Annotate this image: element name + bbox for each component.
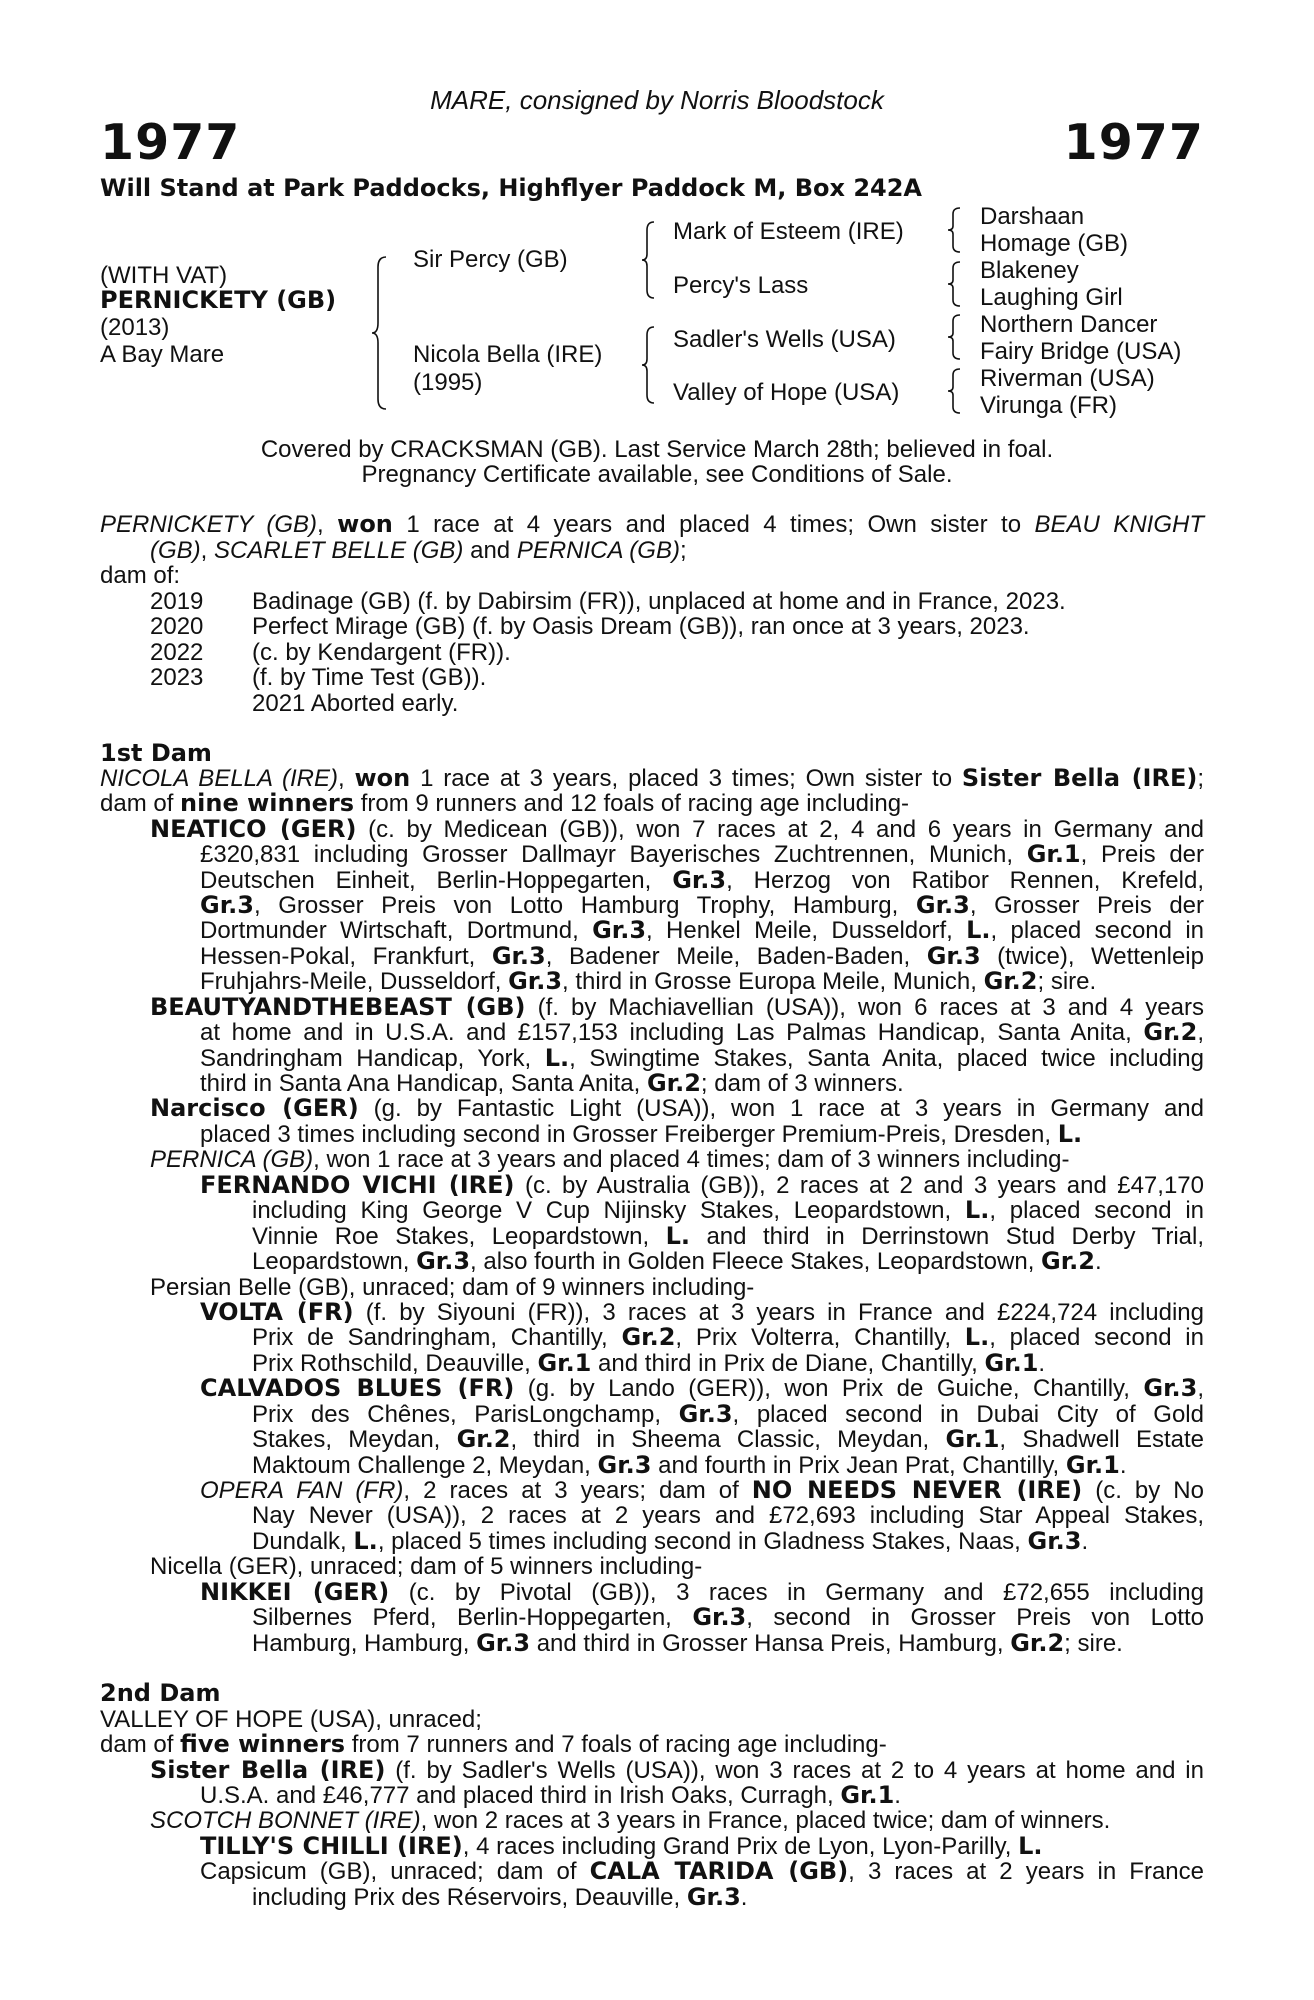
progeny-line: PERNICA (GB), won 1 race at 3 years and placed 4 times; dam of 3 winners including- [150,1146,1070,1173]
progeny-line: Hamburg, Hamburg, Gr.3 and third in Grosser Hansa Preis, Hamburg, Gr.2; sire. [252,1629,1123,1657]
progeny-line: NIKKEI (GER) (c. by Pivotal (GB)), 3 races in Germany and £72,655 including [200,1578,1204,1606]
progeny-line: Nicella (GER), unraced; dam of 5 winners including- [150,1553,703,1580]
progeny-line: including King George V Cup Nijinsky Stakes, Leopardstown, L., placed second in [252,1196,1204,1224]
progeny-line: third in Santa Ana Handicap, Santa Anita, Gr.2; dam of 3 winners. [200,1069,904,1097]
dam-dam: Valley of Hope (USA) [673,379,900,406]
g3-northern-dancer: Northern Dancer [980,311,1158,338]
produce-text: 2021 Aborted early. [252,690,459,717]
first-dam-line: NICOLA BELLA (IRE), won 1 race at 3 years, placed 3 times; Own sister to Sister Bella (IRE); [100,764,1204,792]
sire-name: Sir Percy (GB) [413,246,568,273]
progeny-line: Prix de Sandringham, Chantilly, Gr.2, Prix Volterra, Chantilly, L., placed second in [252,1323,1204,1351]
progeny-line: Hessen-Pokal, Frankfurt, Gr.3, Badener Meile, Baden-Baden, Gr.3 (twice), Wettenleip [200,942,1204,970]
progeny-line: Dundalk, L., placed 5 times including second in Gladness Stakes, Naas, Gr.3. [252,1527,1089,1555]
produce-year: 2019 [150,588,204,615]
mare-record: PERNICKETY (GB), won 1 race at 4 years and placed 4 times; Own sister to BEAU KNIGHT [100,510,1204,538]
lot-number-left: 1977 [100,114,241,171]
pedigree-brace-main [370,255,390,411]
progeny-line: Fruhjahrs-Meile, Dusseldorf, Gr.3, third in Grosse Europa Meile, Munich, Gr.2; sire. [200,967,1097,995]
pedigree-brace-g3-4 [946,367,964,415]
progeny-line: Maktoum Challenge 2, Meydan, Gr.3 and fourth in Prix Jean Prat, Chantilly, Gr.1. [252,1451,1127,1479]
progeny-line: Deutschen Einheit, Berlin-Hoppegarten, Gr.3, Herzog von Ratibor Rennen, Krefeld, [200,866,1204,894]
produce-text: Perfect Mirage (GB) (f. by Oasis Dream (GB)), ran once at 3 years, 2023. [252,613,1030,640]
progeny-line: Leopardstown, Gr.3, also fourth in Golden Fleece Stakes, Leopardstown, Gr.2. [252,1247,1102,1275]
second-dam-line: dam of five winners from 7 runners and 7 foals of racing age including- [100,1730,887,1758]
pedigree-brace-g3-3 [946,313,964,361]
pedigree-brace-g3-2 [946,260,964,308]
progeny-line: Prix Rothschild, Deauville, Gr.1 and third in Prix de Diane, Chantilly, Gr.1. [252,1349,1046,1377]
produce-text: (c. by Kendargent (FR)). [252,639,511,666]
progeny-line: NEATICO (GER) (c. by Medicean (GB)), won 7 races at 2, 4 and 6 years in Germany and [150,815,1205,843]
g3-riverman: Riverman (USA) [980,365,1155,392]
progeny-line: Sandringham Handicap, York, L., Swingtime Stakes, Santa Anita, placed twice including [200,1044,1204,1072]
g3-homage: Homage (GB) [980,230,1129,257]
second-dam-line: VALLEY OF HOPE (USA), unraced; [100,1706,482,1733]
progeny-line: CALVADOS BLUES (FR) (g. by Lando (GER)), won Prix de Guiche, Chantilly, Gr.3, [200,1374,1204,1402]
produce-year: 2023 [150,664,204,691]
progeny-line: U.S.A. and £46,777 and placed third in Irish Oaks, Curragh, Gr.1. [200,1781,901,1809]
progeny-line: placed 3 times including second in Grosser Freiberger Premium-Preis, Dresden, L. [200,1120,1083,1148]
produce-text: (f. by Time Test (GB)). [252,664,487,691]
g3-virunga: Virunga (FR) [980,392,1117,419]
g3-laughing-girl: Laughing Girl [980,284,1123,311]
dam-of-label: dam of: [100,562,181,589]
progeny-line: BEAUTYANDTHEBEAST (GB) (f. by Machiavellian (USA)), won 6 races at 3 and 4 years [150,993,1204,1021]
horse-name: PERNICKETY (GB) [100,286,337,314]
progeny-line: Silbernes Pferd, Berlin-Hoppegarten, Gr.3, second in Grosser Preis von Lotto [252,1603,1204,1631]
horse-year: (2013) [100,314,170,341]
progeny-line: Nay Never (USA)), 2 races at 2 years and £72,693 including Star Appeal Stakes, [252,1502,1204,1529]
progeny-line: Narcisco (GER) (g. by Fantastic Light (USA)), won 1 race at 3 years in Germany and [150,1094,1204,1122]
horse-description: A Bay Mare [100,341,225,368]
g3-darshaan: Darshaan [980,203,1085,230]
progeny-line: Stakes, Meydan, Gr.2, third in Sheema Classic, Meydan, Gr.1, Shadwell Estate [252,1425,1204,1453]
progeny-line: FERNANDO VICHI (IRE) (c. by Australia (GB)), 2 races at 2 and 3 years and £47,170 [200,1171,1204,1199]
produce-year: 2022 [150,639,204,666]
first-dam-heading: 1st Dam [100,739,212,767]
pedigree-brace-dam [640,325,658,405]
progeny-line: VOLTA (FR) (f. by Siyouni (FR)), 3 races at 3 years in France and £224,724 including [200,1298,1205,1326]
dam-name: Nicola Bella (IRE) [413,341,603,368]
sire-dam: Percy's Lass [673,272,809,299]
progeny-line: at home and in U.S.A. and £157,153 including Las Palmas Handicap, Santa Anita, Gr.2, [200,1018,1204,1046]
progeny-line: SCOTCH BONNET (IRE), won 2 races at 3 years in France, placed twice; dam of winners. [150,1807,1111,1834]
progeny-line: Persian Belle (GB), unraced; dam of 9 winners including- [150,1274,755,1301]
dam-sire: Sadler's Wells (USA) [673,326,896,353]
g3-fairy-bridge: Fairy Bridge (USA) [980,338,1182,365]
progeny-line: Capsicum (GB), unraced; dam of CALA TARIDA (GB), 3 races at 2 years in France [200,1857,1204,1885]
consignment-line: MARE, consigned by Norris Bloodstock [430,85,884,115]
g3-blakeney: Blakeney [980,257,1079,284]
progeny-line: Sister Bella (IRE) (f. by Sadler's Wells (USA)), won 3 races at 2 to 4 years at home and in [150,1756,1204,1784]
dam-year: (1995) [413,369,483,396]
mare-record-cont: (GB), SCARLET BELLE (GB) and PERNICA (GB); [150,537,687,564]
first-dam-line: dam of nine winners from 9 runners and 12 foals of racing age including- [100,789,910,817]
pedigree-brace-sire [640,220,658,300]
progeny-line: Prix des Chênes, ParisLongchamp, Gr.3, placed second in Dubai City of Gold [252,1400,1204,1428]
progeny-line: Dortmunder Wirtschaft, Dortmund, Gr.3, Henkel Meile, Dusseldorf, L., placed second in [200,916,1204,944]
progeny-line: Vinnie Roe Stakes, Leopardstown, L. and third in Derrinstown Stud Derby Trial, [252,1222,1204,1250]
vat-note: (WITH VAT) [100,262,228,289]
pedigree-brace-g3-1 [946,206,964,254]
second-dam-heading: 2nd Dam [100,1679,221,1707]
location-line: Will Stand at Park Paddocks, Highflyer Paddock M, Box 242A [100,174,922,202]
produce-text: Badinage (GB) (f. by Dabirsim (FR)), unplaced at home and in France, 2023. [252,588,1066,615]
covered-line-1: Covered by CRACKSMAN (GB). Last Service March 28th; believed in foal. [260,436,1054,463]
produce-year: 2020 [150,613,204,640]
progeny-line: Gr.3, Grosser Preis von Lotto Hamburg Trophy, Hamburg, Gr.3, Grosser Preis der [200,891,1205,919]
progeny-line: including Prix des Réservoirs, Deauville, Gr.3. [252,1883,748,1911]
progeny-line: £320,831 including Grosser Dallmayr Bayerisches Zuchtrennen, Munich, Gr.1, Preis der [200,840,1205,868]
progeny-line: OPERA FAN (FR), 2 races at 3 years; dam of NO NEEDS NEVER (IRE) (c. by No [200,1476,1204,1504]
progeny-line: TILLY'S CHILLI (IRE), 4 races including Grand Prix de Lyon, Lyon-Parilly, L. [200,1832,1043,1860]
sire-sire: Mark of Esteem (IRE) [673,218,904,245]
covered-line-2: Pregnancy Certificate available, see Conditions of Sale. [361,461,953,488]
lot-number-right: 1977 [1063,114,1204,171]
